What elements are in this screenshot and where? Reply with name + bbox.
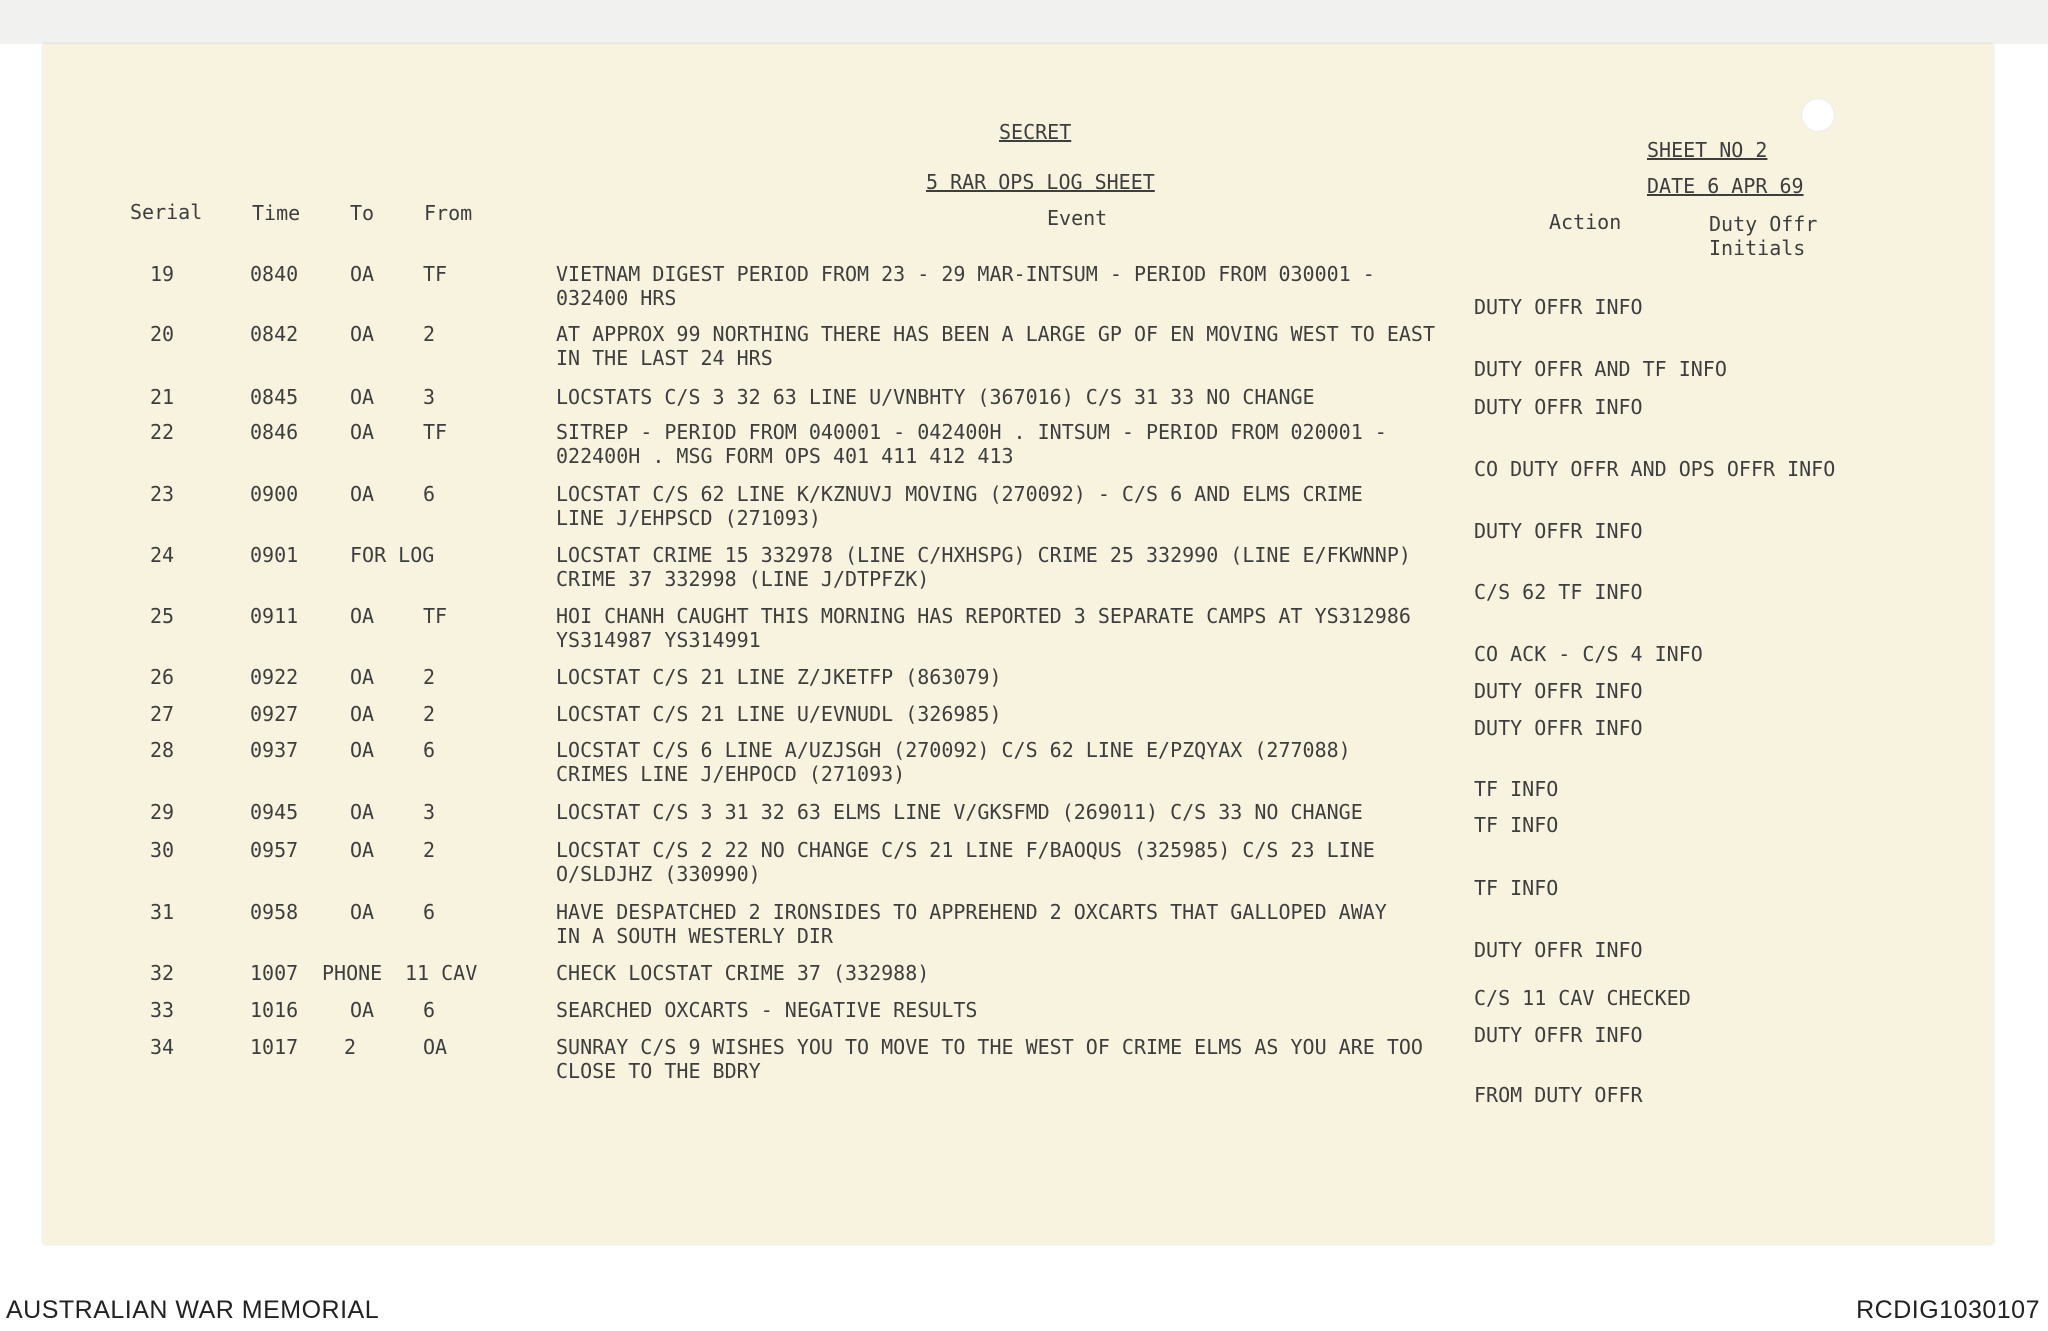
row-event: LOCSTAT C/S 6 LINE A/UZJSGH (270092) C/S 62 LINE E/PZQYAX (277088) CRIMES LINE J/EHPOCD (271093)	[556, 738, 1351, 786]
row-to: OA	[350, 262, 375, 286]
row-time: 0922	[250, 665, 299, 689]
sheet-title: 5 RAR OPS LOG SHEET	[926, 170, 1155, 194]
col-header-duty-offr-initials: Duty Offr Initials	[1709, 212, 1818, 260]
row-time: 0957	[250, 838, 299, 862]
punch-hole	[1801, 98, 1835, 132]
row-event: SITREP - PERIOD FROM 040001 - 042400H . INTSUM - PERIOD FROM 020001 - 022400H . MSG FORM OPS 401 411 412 413	[556, 420, 1387, 468]
row-serial: 28	[150, 738, 175, 762]
row-serial: 27	[150, 702, 175, 726]
row-action: C/S 62 TF INFO	[1474, 580, 1643, 604]
row-action: TF INFO	[1474, 777, 1559, 801]
row-to: OA	[350, 604, 375, 628]
row-to: OA	[350, 665, 375, 689]
row-event: LOCSTATS C/S 3 32 63 LINE U/VNBHTY (367016) C/S 31 33 NO CHANGE	[556, 385, 1315, 409]
row-event: VIETNAM DIGEST PERIOD FROM 23 - 29 MAR-INTSUM - PERIOD FROM 030001 - 032400 HRS	[556, 262, 1375, 310]
row-serial: 22	[150, 420, 175, 444]
row-serial: 29	[150, 800, 175, 824]
row-to: OA	[350, 738, 375, 762]
sheet-number: SHEET NO 2	[1647, 138, 1768, 162]
row-time: 0845	[250, 385, 299, 409]
row-serial: 34	[150, 1035, 175, 1059]
institution-label: AUSTRALIAN WAR MEMORIAL	[6, 1296, 380, 1324]
row-serial: 31	[150, 900, 175, 924]
row-time: 0958	[250, 900, 299, 924]
row-action: TF INFO	[1474, 876, 1559, 900]
row-event: HOI CHANH CAUGHT THIS MORNING HAS REPORTED 3 SEPARATE CAMPS AT YS312986 YS314987 YS314991	[556, 604, 1411, 652]
row-from: 2	[423, 322, 436, 346]
row-action: FROM DUTY OFFR	[1474, 1083, 1643, 1107]
row-time: 1017	[250, 1035, 299, 1059]
row-from: 6	[423, 482, 436, 506]
row-action: DUTY OFFR INFO	[1474, 938, 1643, 962]
row-to: OA	[350, 482, 375, 506]
row-to: OA	[350, 838, 375, 862]
scan-top-strip	[0, 0, 2048, 44]
row-from: TF	[423, 262, 448, 286]
row-action: DUTY OFFR INFO	[1474, 1023, 1643, 1047]
row-action: DUTY OFFR INFO	[1474, 295, 1643, 319]
row-from: 11 CAV	[405, 961, 478, 985]
row-from: 2	[423, 702, 436, 726]
row-time: 0945	[250, 800, 299, 824]
row-from: 6	[423, 900, 436, 924]
col-header-time: Time	[252, 201, 301, 225]
row-to: OA	[350, 998, 375, 1022]
col-header-from: From	[424, 201, 473, 225]
row-serial: 26	[150, 665, 175, 689]
row-from: 3	[423, 385, 436, 409]
row-action: DUTY OFFR INFO	[1474, 519, 1643, 543]
row-serial: 33	[150, 998, 175, 1022]
sheet-date: DATE 6 APR 69	[1647, 174, 1804, 198]
row-to: OA	[350, 900, 375, 924]
row-to: OA	[350, 322, 375, 346]
catalogue-id: RCDIG1030107	[1856, 1296, 2040, 1324]
row-serial: 23	[150, 482, 175, 506]
col-header-to: To	[350, 201, 375, 225]
row-serial: 20	[150, 322, 175, 346]
row-action: DUTY OFFR INFO	[1474, 395, 1643, 419]
row-time: 0846	[250, 420, 299, 444]
col-header-event: Event	[1047, 206, 1108, 230]
row-event: LOCSTAT C/S 21 LINE U/EVNUDL (326985)	[556, 702, 1002, 726]
row-from: 2	[423, 838, 436, 862]
row-from: TF	[423, 604, 448, 628]
row-to: OA	[350, 420, 375, 444]
row-time: 1007	[250, 961, 299, 985]
row-from: TF	[423, 420, 448, 444]
row-action: C/S 11 CAV CHECKED	[1474, 986, 1691, 1010]
row-event: CHECK LOCSTAT CRIME 37 (332988)	[556, 961, 930, 985]
row-from: 2	[423, 665, 436, 689]
row-to: OA	[350, 800, 375, 824]
row-event: HAVE DESPATCHED 2 IRONSIDES TO APPREHEND 2 OXCARTS THAT GALLOPED AWAY IN A SOUTH WESTERLY DIR	[556, 900, 1387, 948]
row-to: OA	[350, 702, 375, 726]
col-header-action: Action	[1549, 210, 1622, 234]
row-action: DUTY OFFR AND TF INFO	[1474, 357, 1727, 381]
row-action: DUTY OFFR INFO	[1474, 679, 1643, 703]
row-time: 0927	[250, 702, 299, 726]
row-from: 6	[423, 998, 436, 1022]
row-event: LOCSTAT C/S 3 31 32 63 ELMS LINE V/GKSFMD (269011) C/S 33 NO CHANGE	[556, 800, 1363, 824]
row-from: 6	[423, 738, 436, 762]
row-time: 0901	[250, 543, 299, 567]
row-serial: 21	[150, 385, 175, 409]
row-to: 2	[344, 1035, 357, 1059]
row-from: OA	[423, 1035, 448, 1059]
row-serial: 24	[150, 543, 175, 567]
row-event: LOCSTAT C/S 21 LINE Z/JKETFP (863079)	[556, 665, 1002, 689]
row-action: CO ACK - C/S 4 INFO	[1474, 642, 1703, 666]
row-to: FOR LOG	[350, 543, 435, 567]
row-serial: 19	[150, 262, 175, 286]
row-action: CO DUTY OFFR AND OPS OFFR INFO	[1474, 457, 1836, 481]
row-action: TF INFO	[1474, 813, 1559, 837]
row-time: 0937	[250, 738, 299, 762]
row-time: 0842	[250, 322, 299, 346]
row-serial: 30	[150, 838, 175, 862]
row-event: LOCSTAT CRIME 15 332978 (LINE C/HXHSPG) CRIME 25 332990 (LINE E/FKWNNP) CRIME 37 332998 (LINE J/DTPFZK)	[556, 543, 1411, 591]
row-event: SEARCHED OXCARTS - NEGATIVE RESULTS	[556, 998, 978, 1022]
row-event: LOCSTAT C/S 62 LINE K/KZNUVJ MOVING (270092) - C/S 6 AND ELMS CRIME LINE J/EHPSCD (271093)	[556, 482, 1363, 530]
row-event: AT APPROX 99 NORTHING THERE HAS BEEN A LARGE GP OF EN MOVING WEST TO EAST IN THE LAST 24 HRS	[556, 322, 1435, 370]
row-time: 0900	[250, 482, 299, 506]
row-serial: 32	[150, 961, 175, 985]
row-action: DUTY OFFR INFO	[1474, 716, 1643, 740]
row-to: OA	[350, 385, 375, 409]
classification-marking: SECRET	[999, 120, 1072, 144]
row-from: 3	[423, 800, 436, 824]
row-serial: 25	[150, 604, 175, 628]
row-time: 0840	[250, 262, 299, 286]
row-to: PHONE	[322, 961, 383, 985]
col-header-serial: Serial	[130, 200, 203, 224]
row-event: SUNRAY C/S 9 WISHES YOU TO MOVE TO THE WEST OF CRIME ELMS AS YOU ARE TOO CLOSE TO THE BDRY	[556, 1035, 1423, 1083]
row-time: 0911	[250, 604, 299, 628]
row-event: LOCSTAT C/S 2 22 NO CHANGE C/S 21 LINE F/BAOQUS (325985) C/S 23 LINE O/SLDJHZ (330990)	[556, 838, 1375, 886]
row-time: 1016	[250, 998, 299, 1022]
